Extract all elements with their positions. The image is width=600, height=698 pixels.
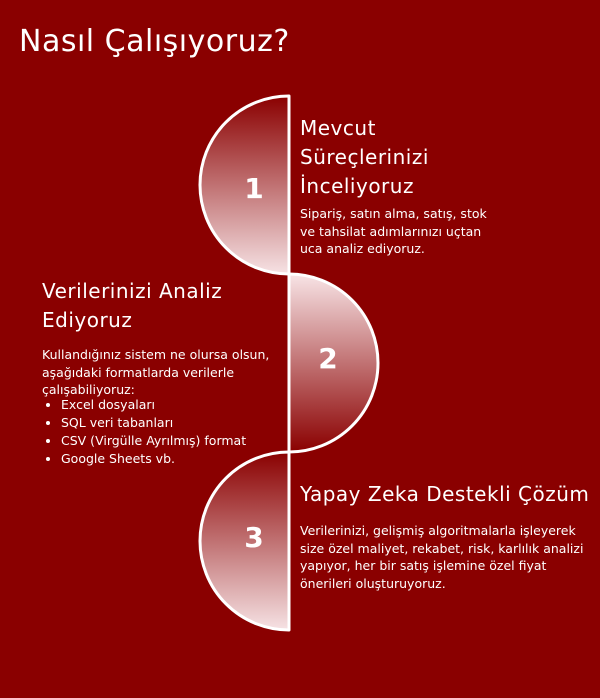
step-3-number: 3 xyxy=(244,521,264,554)
step-1-description-line: uca analiz ediyoruz. xyxy=(300,241,425,256)
step-3-title xyxy=(300,480,589,509)
step-2-format-list xyxy=(44,396,246,468)
step-1-title-line: Mevcut xyxy=(300,116,376,140)
step-1-description-line: Sipariş, satın alma, satış, stok xyxy=(300,206,487,221)
step-2-number: 2 xyxy=(318,342,338,375)
step-2-title xyxy=(42,277,222,335)
list-item: • SQL veri tabanları xyxy=(61,414,246,432)
step-1-title-line: İnceliyoruz xyxy=(300,174,414,198)
step-1-title-line: Süreçlerinizi xyxy=(300,145,429,169)
step-3-title-line: Yapay Zeka Destekli Çözüm xyxy=(300,482,590,506)
step-3-description-line: yapıyor, her bir satış işlemine özel fiyat xyxy=(300,558,547,573)
list-item: • Excel dosyaları xyxy=(61,396,246,414)
step-1-description xyxy=(300,205,487,258)
step-2-description xyxy=(42,346,269,399)
step-2-description-line: aşağıdaki formatlarda verilerle xyxy=(42,364,235,380)
step-3-description xyxy=(300,522,583,592)
list-item: • Google Sheets vb. xyxy=(61,450,246,468)
step-3-description-line: size özel maliyet, rekabet, risk, karlılık analizi xyxy=(300,540,584,556)
step-2-title-line: Ediyoruz xyxy=(42,308,133,332)
step-2-title-line: Verilerinizi Analiz xyxy=(42,279,223,303)
page-title: Nasıl Çalışıyoruz? xyxy=(19,24,290,59)
step-1-description-line: ve tahsilat adımlarınızı uçtan xyxy=(300,223,482,239)
step-3-description-line: Verilerinizi, gelişmiş algoritmalarla işleyerek xyxy=(300,523,576,538)
step-3-description-line: önerileri oluşturuyoruz. xyxy=(300,575,446,591)
step-1-number: 1 xyxy=(244,172,264,205)
step-1-title xyxy=(300,114,429,201)
step-2-description-line: Kullandığınız sistem ne olursa olsun, xyxy=(42,347,270,362)
list-item: • CSV (Virgülle Ayrılmış) format xyxy=(61,432,246,450)
step-2-description-line: çalışabiliyoruz: xyxy=(42,382,135,397)
